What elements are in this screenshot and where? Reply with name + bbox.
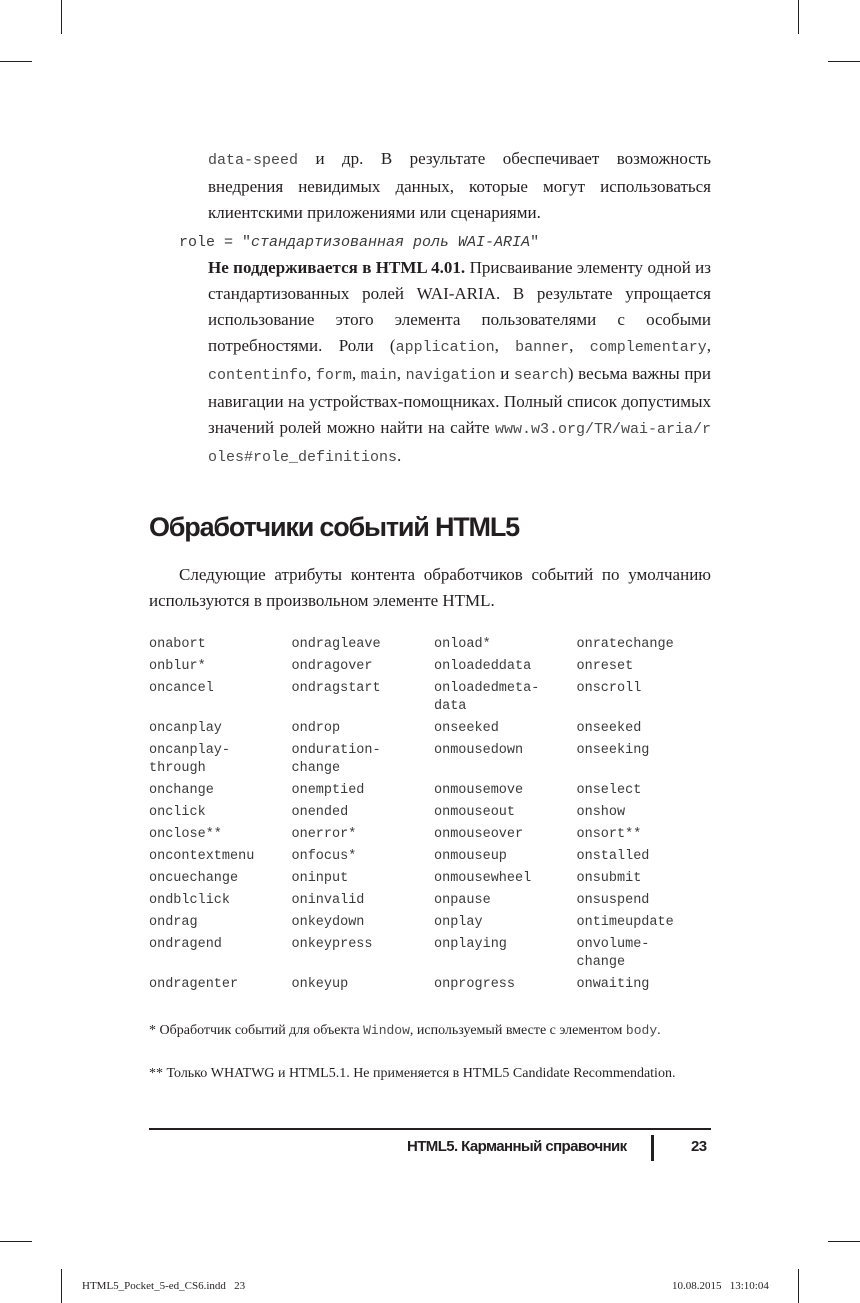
handler-cell: onprogress (434, 977, 516, 992)
handler-row (149, 678, 719, 718)
handler-cell: onvolume- change (576, 937, 650, 970)
book-title: HTML5. Карманный справочник (407, 1138, 627, 1155)
handler-cell: onmousemove (434, 783, 524, 798)
crop-mark (798, 1269, 799, 1303)
handler-cell: ondragleave (291, 637, 381, 652)
crop-mark (0, 61, 32, 62)
handler-cell: onseeked (576, 721, 642, 736)
handler-cell: ondragenter (149, 977, 239, 992)
handler-cell: onmousedown (434, 743, 524, 758)
role-sep: , (351, 364, 361, 383)
footnote-text: . (657, 1023, 661, 1038)
role-value: banner (515, 339, 570, 356)
role-value: navigation (405, 367, 496, 384)
role-value: form (315, 367, 352, 384)
role-value: main (360, 367, 397, 384)
footnote-text: , используемый вместе с элементом (409, 1023, 626, 1038)
role-attr-prefix: role = " (179, 234, 252, 251)
handler-cell: onclose** (149, 827, 222, 842)
role-value: contentinfo (208, 367, 308, 384)
handler-cell: onclick (149, 805, 206, 820)
crop-mark (828, 61, 860, 62)
role-text: . (397, 446, 402, 465)
handler-cell: ondblclick (149, 893, 231, 908)
handler-cell: onplaying (434, 937, 507, 952)
handler-row (149, 718, 719, 740)
handler-cell: onsubmit (576, 871, 642, 886)
slug-filename: HTML5_Pocket_5-ed_CS6.indd 23 (82, 1280, 246, 1292)
intro-paragraph (208, 146, 711, 226)
page-number: 23 (691, 1138, 707, 1155)
handler-row (149, 846, 719, 868)
role-sep: , (307, 364, 316, 383)
intro-text: и др. В результате обеспечивает возможность внедрения невидимых данных, которые могут использоваться клиентскими приложениями или сценариями. (208, 149, 711, 222)
role-sep: , (706, 336, 712, 355)
section-intro: Следующие атрибуты контента обработчиков событий по умолчанию используются в произвольном элементе HTML. (149, 565, 711, 610)
handler-cell: oninput (291, 871, 349, 886)
handler-row (149, 656, 719, 678)
handler-cell: onerror* (291, 827, 357, 842)
handler-cell: ondrag (149, 915, 198, 930)
handler-cell: onfocus* (291, 849, 357, 864)
handler-row (149, 974, 719, 996)
handler-cell: oncontextmenu (149, 849, 255, 864)
handler-cell: oninvalid (291, 893, 365, 908)
handler-cell: onscroll (576, 681, 642, 696)
event-handlers-table (149, 634, 719, 996)
handler-cell: onshow (576, 805, 626, 820)
handler-cell: onpause (434, 893, 491, 908)
handler-cell: onmouseout (434, 805, 516, 820)
handler-cell: onstalled (576, 849, 650, 864)
footnote-code: Window (363, 1023, 410, 1038)
handler-cell: onmouseover (434, 827, 524, 842)
role-sep: , (569, 336, 590, 355)
handler-cell: onended (291, 805, 349, 820)
handler-cell: onchange (149, 783, 214, 798)
crop-mark (798, 0, 799, 34)
handler-cell: onselect (576, 783, 642, 798)
handler-cell: oncuechange (149, 871, 239, 886)
handler-cell: onwaiting (576, 977, 650, 992)
handler-cell: onplay (434, 915, 483, 930)
handler-cell: onsuspend (576, 893, 650, 908)
handler-cell: ondragend (149, 937, 222, 952)
role-sep: , (396, 364, 406, 383)
handler-cell: onloadeddata (434, 659, 532, 674)
handler-cell: onemptied (291, 783, 365, 798)
role-text: ) весьма важны при навигации на устройствах-помощниках. Полный список допустимых значений ролей можно найти на сайте (208, 364, 712, 437)
handler-cell: onload* (434, 637, 491, 652)
handler-cell: oncancel (149, 681, 214, 696)
handler-cell: onseeking (576, 743, 650, 758)
role-sep: и (495, 364, 514, 383)
role-sep: , (494, 336, 516, 355)
role-value: complementary (589, 339, 707, 356)
role-attr-suffix: " (530, 234, 540, 251)
handler-row (149, 802, 719, 824)
handler-cell: onkeypress (291, 937, 373, 952)
handler-row (149, 934, 719, 974)
footnote-1 (149, 1020, 711, 1042)
intro-code: data-speed (208, 152, 299, 169)
role-value: search (513, 367, 568, 384)
handler-row (149, 912, 719, 934)
handler-cell: onkeydown (291, 915, 365, 930)
handler-cell: onratechange (576, 637, 674, 652)
handler-row (149, 740, 719, 780)
crop-mark (0, 1241, 32, 1242)
handler-cell: oncanplay- through (149, 743, 231, 776)
role-text: Присваивание элементу одной из стандартизованных ролей WAI-ARIA. В результате упрощается использование этого элемента пользователями с особыми потребностями. Роли ( (208, 258, 711, 355)
crop-mark (828, 1241, 860, 1242)
slug-datetime: 10.08.2015 13:10:04 (672, 1280, 769, 1292)
footer-rule (149, 1128, 711, 1130)
role-url[interactable]: www.w3.org/TR/wai-aria/roles#role_definitions (208, 421, 711, 466)
handler-cell: onduration- change (291, 743, 381, 776)
footnote-text: * Обработчик событий для объекта (149, 1023, 364, 1038)
handler-cell: onseeked (434, 721, 499, 736)
section-title: Обработчики событий HTML5 (149, 512, 519, 542)
handler-row (149, 634, 719, 656)
handler-row (149, 824, 719, 846)
crop-mark (61, 1269, 62, 1303)
footnote-code: body (625, 1023, 658, 1038)
footer-divider (651, 1135, 654, 1161)
handler-cell: onloadedmeta- data (434, 681, 540, 714)
handler-cell: onsort** (576, 827, 642, 842)
handler-cell: onabort (149, 637, 206, 652)
role-attribute-signature (179, 229, 539, 256)
handler-cell: onreset (576, 659, 634, 674)
handler-cell: ondragover (291, 659, 373, 674)
handler-row (149, 780, 719, 802)
handler-cell: onmousewheel (434, 871, 532, 886)
handler-cell: onblur* (149, 659, 206, 674)
role-not-supported: Не поддерживается в HTML 4.01. (208, 258, 466, 277)
handler-cell: ontimeupdate (576, 915, 674, 930)
footnote-2: ** Только WHATWG и HTML5.1. Не применяется в HTML5 Candidate Recommendation. (149, 1066, 676, 1081)
handler-cell: ondrop (291, 721, 341, 736)
handler-cell: onmouseup (434, 849, 507, 864)
handler-cell: ondragstart (291, 681, 381, 696)
handler-row (149, 890, 719, 912)
handler-cell: oncanplay (149, 721, 222, 736)
crop-mark (61, 0, 62, 34)
handler-row (149, 868, 719, 890)
role-attr-value: стандартизованная роль WAI-ARIA (251, 234, 531, 251)
handler-cell: onkeyup (291, 977, 349, 992)
role-value: application (395, 339, 495, 356)
role-description (208, 255, 711, 471)
